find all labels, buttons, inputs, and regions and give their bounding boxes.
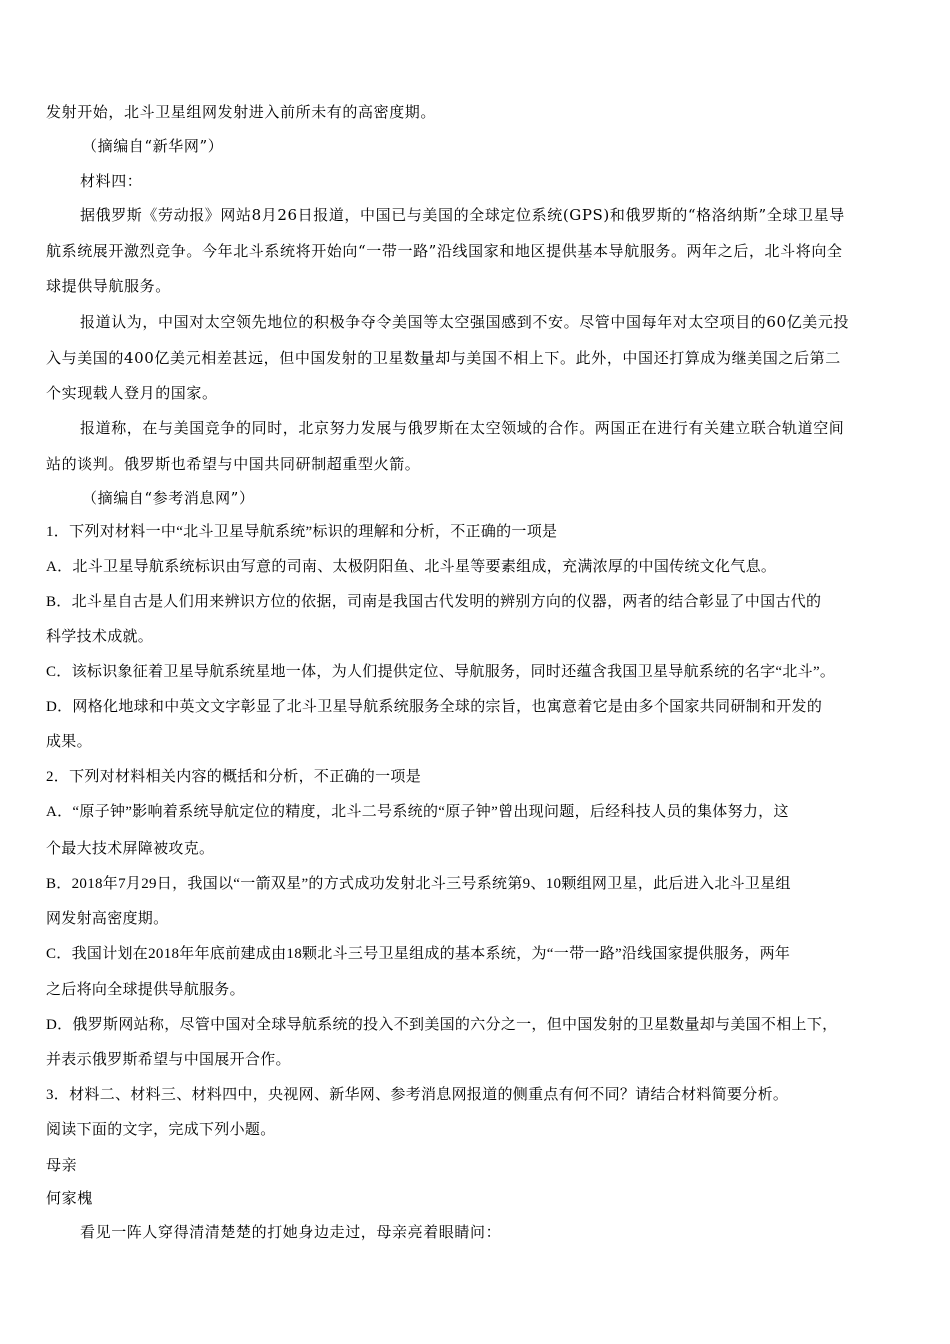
- question2-option-a-line2: 个最大技术屏障被攻克。: [46, 841, 215, 857]
- question2-option-c-line2: 之后将向全球提供导航服务。: [46, 982, 245, 998]
- material4-paragraph1-line3: 球提供导航服务。: [46, 277, 171, 295]
- question1-option-c: C．该标识象征着卫星导航系统星地一体，为人们提供定位、导航服务，同时还蕴含我国卫星导航系统的名字“北斗”。: [46, 664, 836, 680]
- material4-paragraph1-line1: 据俄罗斯《劳动报》网站8月26日报道，中国已与美国的全球定位系统(GPS)和俄罗斯的“格洛纳斯”全球卫星导: [80, 206, 845, 224]
- story-title: 母亲: [46, 1156, 78, 1174]
- question1-option-b-line1: B．北斗星自古是人们用来辨识方位的依据，司南是我国古代发明的辨别方向的仪器，两者的结合彰显了中国古代的: [46, 594, 822, 610]
- material4-paragraph2-line3: 个实现载人登月的国家。: [46, 384, 218, 402]
- question1-stem: 1．下列对材料一中“北斗卫星导航系统”标识的理解和分析，不正确的一项是: [46, 524, 558, 540]
- material4-paragraph2-line1: 报道认为，中国对太空领先地位的积极争夺令美国等太空强国感到不安。尽管中国每年对太空项目的60亿美元投: [80, 313, 850, 331]
- question3-stem: 3．材料二、材料三、材料四中，央视网、新华网、参考消息网报道的侧重点有何不同？请结合材料简要分析。: [46, 1087, 789, 1103]
- question1-option-d-line1: D．网格化地球和中英文文字彰显了北斗卫星导航系统服务全球的宗旨，也寓意着它是由多个国家共同研制和开发的: [46, 699, 823, 715]
- question2-option-b-line1: B．2018年7月29日，我国以“一箭双星”的方式成功发射北斗三号系统第9、10颗组网卫星，此后进入北斗卫星组: [46, 876, 791, 892]
- source-material4: （摘编自“参考消息网”）: [82, 489, 255, 507]
- question2-option-d-line1: D．俄罗斯网站称，尽管中国对全球导航系统的投入不到美国的六分之一，但中国发射的卫星数量却与美国不相上下，: [46, 1017, 838, 1033]
- question2-option-d-line2: 并表示俄罗斯希望与中国展开合作。: [46, 1052, 291, 1068]
- question1-option-a: A．北斗卫星导航系统标识由写意的司南、太极阴阳鱼、北斗星等要素组成，充满浓厚的中国传统文化气息。: [46, 559, 777, 575]
- source-material3: （摘编自“新华网”）: [82, 137, 224, 155]
- question1-option-d-line2: 成果。: [46, 734, 92, 750]
- question2-option-b-line2: 网发射高密度期。: [46, 911, 169, 927]
- material3-tail: 发射开始，北斗卫星组网发射进入前所未有的高密度期。: [46, 103, 437, 121]
- material4-paragraph1-line2: 航系统展开激烈竞争。今年北斗系统将开始向“一带一路”沿线国家和地区提供基本导航服务。两年之后，北斗将向全: [46, 242, 843, 260]
- reading-intro: 阅读下面的文字，完成下列小题。: [46, 1122, 276, 1138]
- material4-paragraph3-line2: 站的谈判。俄罗斯也希望与中国共同研制超重型火箭。: [46, 455, 421, 473]
- material4-heading: 材料四：: [80, 172, 143, 190]
- material4-paragraph3-line1: 报道称，在与美国竞争的同时，北京努力发展与俄罗斯在太空领域的合作。两国正在进行有关建立联合轨道空间: [80, 419, 845, 437]
- question1-option-b-line2: 科学技术成就。: [46, 629, 154, 645]
- question2-option-a-line1: A．“原子钟”影响着系统导航定位的精度，北斗二号系统的“原子钟”曾出现问题，后经科技人员的集体努力，这: [46, 804, 789, 820]
- material4-paragraph2-line2: 入与美国的400亿美元相差甚远，但中国发射的卫星数量却与美国不相上下。此外，中国还打算成为继美国之后第二: [46, 349, 841, 367]
- story-paragraph1: 看见一阵人穿得清清楚楚的打她身边走过，母亲亮着眼睛问：: [80, 1223, 502, 1241]
- question2-stem: 2．下列对材料相关内容的概括和分析，不正确的一项是: [46, 769, 422, 785]
- question2-option-c-line1: C．我国计划在2018年年底前建成由18颗北斗三号卫星组成的基本系统，为“一带一路”沿线国家提供服务，两年: [46, 946, 791, 962]
- story-author: 何家槐: [46, 1189, 93, 1207]
